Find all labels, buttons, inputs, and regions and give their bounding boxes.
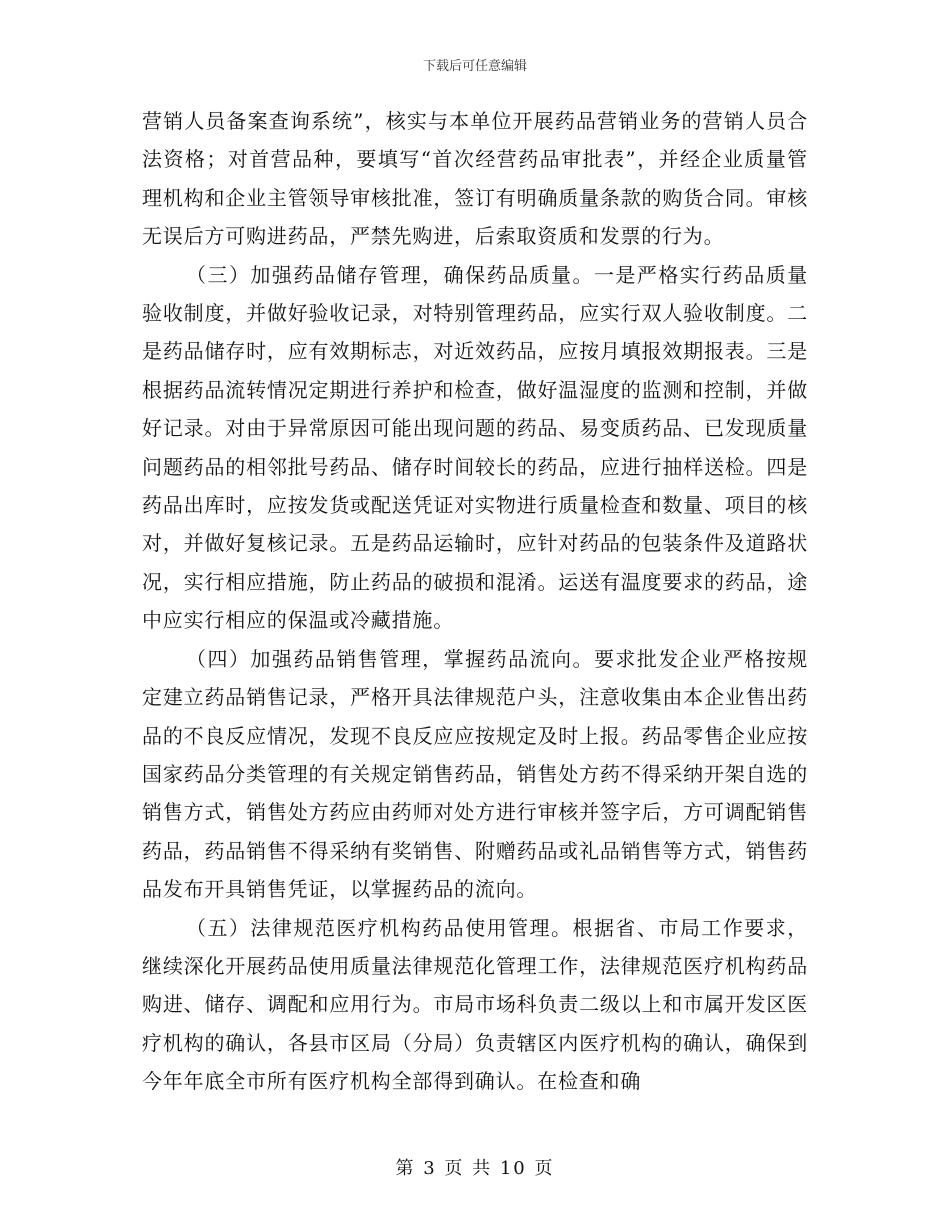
page-number: 第 3 页 共 10 页 [395, 1158, 555, 1179]
paragraph-sales-management: （四）加强药品销售管理，掌握药品流向。要求批发企业严格按规定建立药品销售记录，严格开具法律规范户头，注意收集由本企业售出药品的不良反应情况，发现不良反应应按规定及时上报。药品零售企业应按国家药品分类管理的有关规定销售药品，销售处方药不得采纳开架自选的销售方式，销售处方药应由药师对处方进行审核并签字后，方可调配销售药品，药品销售不得采纳有奖销售、附赠药品或礼品销售等方式，销售药品发布开具销售凭证，以掌握药品的流向。 [142, 646, 808, 902]
page-header: 下载后可任意编辑 [422, 59, 527, 74]
paragraph-medical-institutions: （五）法律规范医疗机构药品使用管理。根据省、市局工作要求，继续深化开展药品使用质量法律规范化管理工作，法律规范医疗机构药品购进、储存、调配和应用行为。市局市场科负责二级以上和市属开发区医疗机构的确认，各县市区局（分局）负责辖区内医疗机构的确认，确保到今年年底全市所有医疗机构全部得到确认。在检查和确 [142, 915, 808, 1094]
paragraph-storage-management: （三）加强药品储存管理，确保药品质量。一是严格实行药品质量验收制度，并做好验收记录，对特别管理药品，应实行双人验收制度。二是药品储存时，应有效期标志，对近效药品，应按月填报效期报表。三是根据药品流转情况定期进行养护和检查，做好温湿度的监测和控制，并做好记录。对由于异常原因可能出现问题的药品、易变质药品、已发现质量问题药品的相邻批号药品、储存时间较长的药品，应进行抽样送检。四是药品出库时，应按发货或配送凭证对实物进行质量检查和数量、项目的核对，并做好复核记录。五是药品运输时，应针对药品的包装条件及道路状况，实行相应措施，防止药品的破损和混淆。运送有温度要求的药品，途中应实行相应的保温或冷藏措施。 [142, 262, 808, 633]
paragraph-continuation: 营销人员备案查询系统”，核实与本单位开展药品营销业务的营销人员合法资格；对首营品种，要填写“首次经营药品审批表”，并经企业质量管理机构和企业主管领导审核批准，签订有明确质量条款的购货合同。审核无误后方可购进药品，严禁先购进，后索取资质和发票的行为。 [142, 109, 808, 249]
document-body [142, 102, 808, 1101]
